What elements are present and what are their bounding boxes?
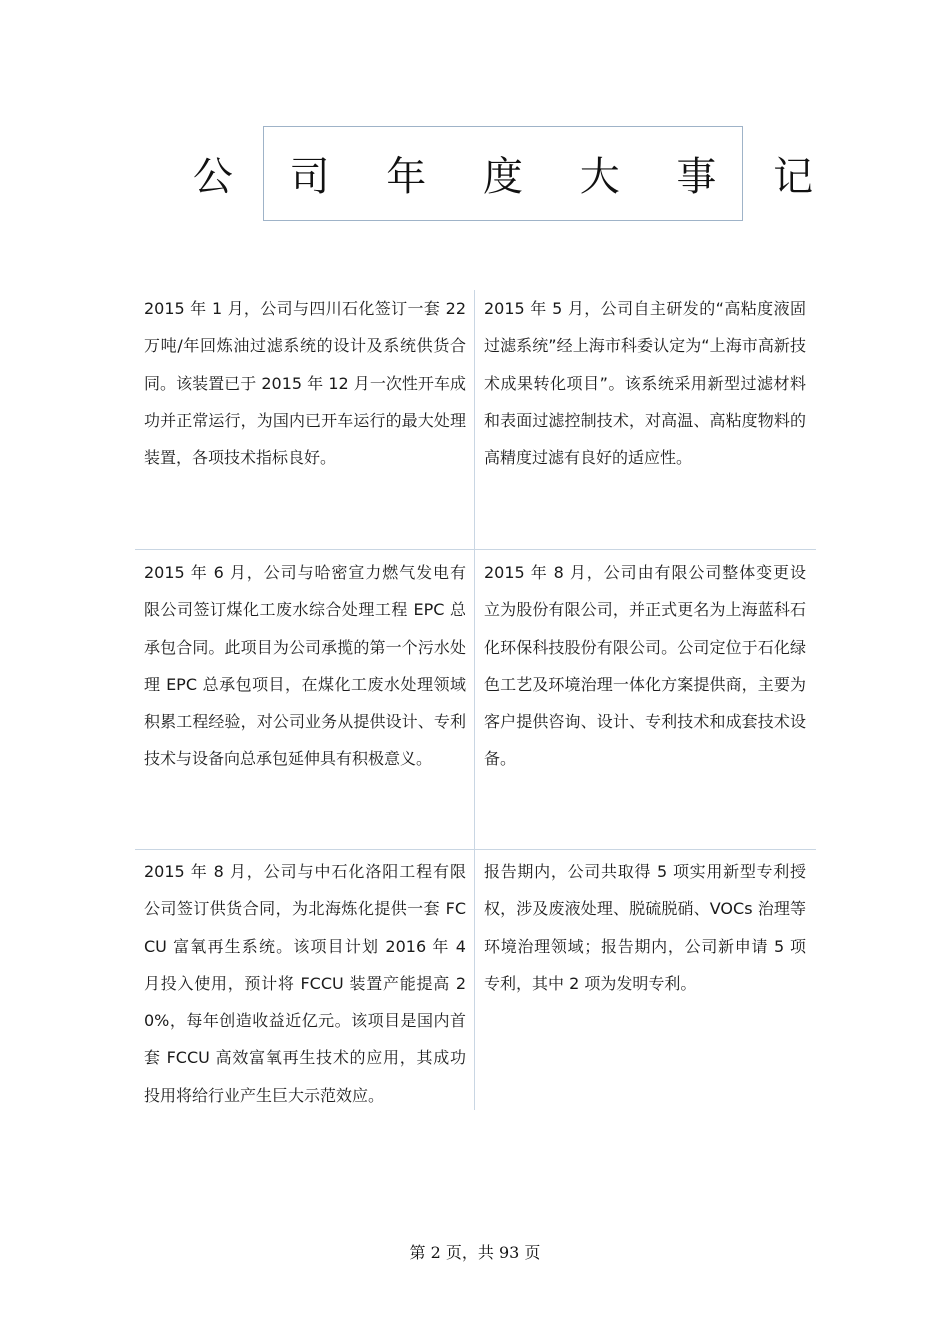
page-footer: 第 2 页，共 93 页 xyxy=(409,1243,541,1262)
events-table xyxy=(135,290,816,1110)
page-title: 公 司 年 度 大 事 记 xyxy=(192,154,836,200)
column-divider xyxy=(474,290,475,1110)
event-cell: 2015 年 5 月，公司自主研发的“高粘度液固过滤系统”经上海市科委认定为“上海市高新技术成果转化项目”。该系统采用新型过滤材料和表面过滤控制技术，对高温、高粘度物料的高精度过滤有良好的适应性。 xyxy=(484,299,806,468)
event-cell: 2015 年 8 月，公司由有限公司整体变更设立为股份有限公司，并正式更名为上海蓝科石化环保科技股份有限公司。公司定位于石化绿色工艺及环境治理一体化方案提供商，主要为客户提供咨询、设计、专利技术和成套技术设备。 xyxy=(484,563,806,769)
event-cell: 2015 年 6 月，公司与哈密宣力燃气发电有限公司签订煤化工废水综合处理工程 EPC 总承包合同。此项目为公司承揽的第一个污水处理 EPC 总承包项目，在煤化工废水处理领域积累工程经验，对公司业务从提供设计、专利技术与设备向总承包延伸具有积极意义。 xyxy=(144,563,466,769)
title-box xyxy=(192,126,836,221)
row-divider xyxy=(135,549,816,550)
event-cell: 2015 年 8 月，公司与中石化洛阳工程有限公司签订供货合同，为北海炼化提供一套 FCCU 富氧再生系统。该项目计划 2016 年 4 月投入使用，预计将 FCCU 装置产能提高 20%，每年创造收益近亿元。该项目是国内首套 FCCU 高效富氧再生技术的应用，其成功投用将给行业产生巨大示范效应。 xyxy=(144,862,466,1105)
row-divider xyxy=(135,849,816,850)
event-cell: 2015 年 1 月，公司与四川石化签订一套 22 万吨/年回炼油过滤系统的设计及系统供货合同。该装置已于 2015 年 12 月一次性开车成功并正常运行，为国内已开车运行的最大处理装置，各项技术指标良好。 xyxy=(144,299,466,468)
event-cell: 报告期内，公司共取得 5 项实用新型专利授权，涉及废液处理、脱硫脱硝、VOCs 治理等环境治理领域；报告期内，公司新申请 5 项专利，其中 2 项为发明专利。 xyxy=(484,862,806,993)
